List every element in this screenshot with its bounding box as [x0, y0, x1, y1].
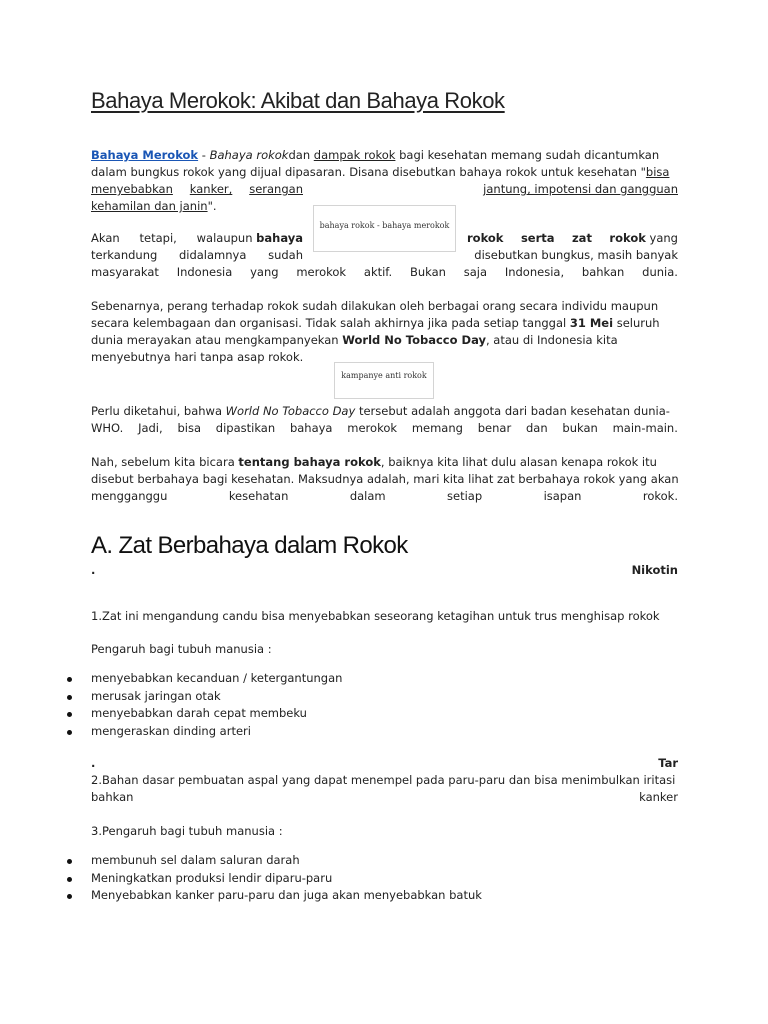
p3-text: dunia merayakan atau mengkampanyekan: [91, 333, 343, 347]
section-heading: A. Zat Berbahaya dalam Rokok: [91, 532, 408, 559]
p4-word: benar: [477, 421, 512, 435]
p3-text: , atau di Indonesia kita: [485, 333, 618, 347]
p2-word: Indonesia: [176, 265, 233, 279]
p1-line3-word[interactable]: kanker,: [189, 182, 233, 196]
p2-word: yang: [250, 265, 279, 279]
list-item: mengeraskan dinding arteri: [0, 723, 700, 741]
p3-line1: Sebenarnya, perang terhadap rokok sudah dilakukan oleh berbagai orang secara individu maupun: [91, 299, 659, 313]
p2-bold-word: serta: [520, 231, 555, 245]
list-item: menyebabkan kecanduan / ketergantungan: [0, 670, 700, 688]
p1-line3-right-text[interactable]: jantung, impotensi dan gangguan: [483, 182, 678, 196]
p5-text: Nah, sebelum kita bicara: [91, 455, 239, 469]
p2-word: dunia.: [642, 265, 678, 279]
p2-word: aktif.: [363, 265, 393, 279]
p1-line3-right: [467, 181, 678, 198]
p2-bold-word: rokok: [609, 231, 646, 245]
p5-word: dalam: [349, 489, 386, 503]
p3-date: 31 Mei: [569, 316, 614, 330]
tar-subheading: [91, 755, 678, 772]
p2-word: merokok: [296, 265, 347, 279]
p5-line3: [91, 488, 678, 505]
p2-line2-right: [467, 247, 678, 264]
item2-word: kanker: [639, 790, 678, 804]
p1-line4-end: ".: [207, 199, 217, 213]
subheading-tar: Tar: [658, 756, 678, 770]
p2-word: terkandung: [91, 248, 158, 262]
p3-text: secara kelembagaan dan organisasi. Tidak salah akhirnya jika pada setiap tanggal: [91, 316, 570, 330]
p4-word: bukan: [562, 421, 598, 435]
p1-em: Bahaya rokok: [209, 148, 289, 162]
p5-line2: disebut berbahaya bagi kesehatan. Maksudnya adalah, mari kita lihat zat berbahaya rokok yang akan: [91, 472, 679, 486]
p1-t2: bagi kesehatan memang sudah dicantumkan: [395, 148, 660, 162]
p5-bold: tentang bahaya rokok: [238, 455, 381, 469]
p5-word: mengganggu: [91, 489, 168, 503]
item2-line2: [91, 789, 678, 806]
image-kampanye-anti-rokok: [334, 362, 434, 399]
p4-line1: [91, 403, 678, 420]
page-title: Bahaya Merokok: Akibat dan Bahaya Rokok: [91, 88, 505, 113]
p4-word: main-main.: [612, 421, 678, 435]
p2-word: Indonesia,: [504, 265, 565, 279]
dampak-rokok-link[interactable]: dampak rokok: [313, 148, 396, 162]
p1-line3-left: [91, 181, 303, 198]
effects-label: Pengaruh bagi tubuh manusia :: [91, 642, 272, 656]
p3-line4: menyebutnya hari tanpa asap rokok.: [91, 350, 304, 364]
subheading-dot: .: [91, 563, 96, 577]
p3-wntd: World No Tobacco Day: [342, 333, 486, 347]
list-item: merusak jaringan otak: [0, 688, 700, 706]
p2-bold-bahaya: bahaya: [256, 231, 303, 245]
p2-line3: [91, 264, 678, 281]
subheading-nikotin: Nikotin: [631, 563, 678, 577]
p2-bold-word: rokok: [467, 231, 504, 245]
p2-word: bahkan: [581, 265, 625, 279]
p2-line1-left: [91, 230, 303, 247]
p2-line1-right: [467, 230, 678, 247]
subheading-dot: .: [91, 756, 96, 770]
item2-word: bahkan: [91, 790, 134, 804]
tar-effects-list: [0, 852, 700, 905]
p2-word: Akan: [91, 231, 120, 245]
p5-word: isapan: [543, 489, 582, 503]
p4-text: Perlu diketahui, bahwa: [91, 404, 226, 418]
p5-line1: [91, 454, 678, 471]
image2-caption: kampanye anti rokok: [341, 371, 427, 380]
p3-text: seluruh: [613, 316, 660, 330]
p2-word: yang: [649, 231, 678, 245]
p4-word: dan: [525, 421, 548, 435]
p5-text: , baiknya kita lihat dulu alasan kenapa rokok itu: [380, 455, 657, 469]
p5-word: setiap: [447, 489, 483, 503]
p1-line3-word[interactable]: serangan: [249, 182, 303, 196]
list-item: membunuh sel dalam saluran darah: [0, 852, 700, 870]
p2-line2-right-text: disebutkan bungkus, masih banyak: [474, 248, 678, 262]
p1-t1: dan: [288, 148, 314, 162]
p3-line2: [91, 315, 678, 332]
p2-word: saja: [463, 265, 488, 279]
p1-line2-underlined[interactable]: bisa: [645, 165, 670, 179]
p2-bold-word: zat: [571, 231, 592, 245]
p4-wntd: World No Tobacco Day: [225, 404, 356, 418]
p1-sep: -: [198, 148, 210, 162]
p2-word: tetapi,: [139, 231, 177, 245]
p2-word: masyarakat: [91, 265, 159, 279]
p4-line2: [91, 420, 678, 437]
p2-line2-left: [91, 247, 303, 264]
p1-line2: [91, 164, 678, 181]
p4-word: merokok: [347, 421, 398, 435]
bahaya-merokok-link[interactable]: Bahaya Merokok: [91, 148, 199, 162]
nikotin-effects-list: [0, 670, 700, 740]
p1-line2-text: dalam bungkus rokok yang dijual dipasaran. Disana disebutkan bahaya rokok untuk kesehatan ": [91, 165, 646, 179]
p3-line3: [91, 332, 678, 349]
list-item: menyebabkan darah cepat membeku: [0, 705, 700, 723]
p4-word: dipastikan: [215, 421, 276, 435]
p4-word: memang: [411, 421, 463, 435]
p2-word: didalamnya: [178, 248, 247, 262]
item3-text: 3.Pengaruh bagi tubuh manusia :: [91, 824, 283, 838]
p2-word: walaupun: [196, 231, 253, 245]
p4-word: Jadi,: [138, 421, 163, 435]
p4-text: tersebut adalah anggota dari badan kesehatan dunia-: [355, 404, 670, 418]
list-item: Menyebabkan kanker paru-paru dan juga akan menyebabkan batuk: [0, 887, 700, 905]
p1-line4-underlined[interactable]: kehamilan dan janin: [91, 199, 208, 213]
p2-word: sudah: [268, 248, 303, 262]
list-item: Meningkatkan produksi lendir diparu-paru: [0, 870, 700, 888]
image1-caption: bahaya rokok - bahaya merokok: [319, 221, 450, 230]
p4-word: bahaya: [289, 421, 333, 435]
p5-word: rokok.: [642, 489, 678, 503]
p4-word: WHO.: [91, 421, 124, 435]
p1-line1: [91, 147, 678, 164]
item2-line1: 2.Bahan dasar pembuatan aspal yang dapat menempel pada paru-paru dan bisa menimbulkan iritasi: [91, 773, 676, 787]
p5-word: kesehatan: [228, 489, 289, 503]
p2-word: Bukan: [409, 265, 446, 279]
p4-word: bisa: [177, 421, 201, 435]
image-bahaya-rokok: [313, 205, 456, 252]
p1-line3-word[interactable]: menyebabkan: [91, 182, 173, 196]
item1-text: 1.Zat ini mengandung candu bisa menyebabkan seseorang ketagihan untuk trus menghisap rokok: [91, 609, 660, 623]
nikotin-subheading: [91, 562, 678, 579]
